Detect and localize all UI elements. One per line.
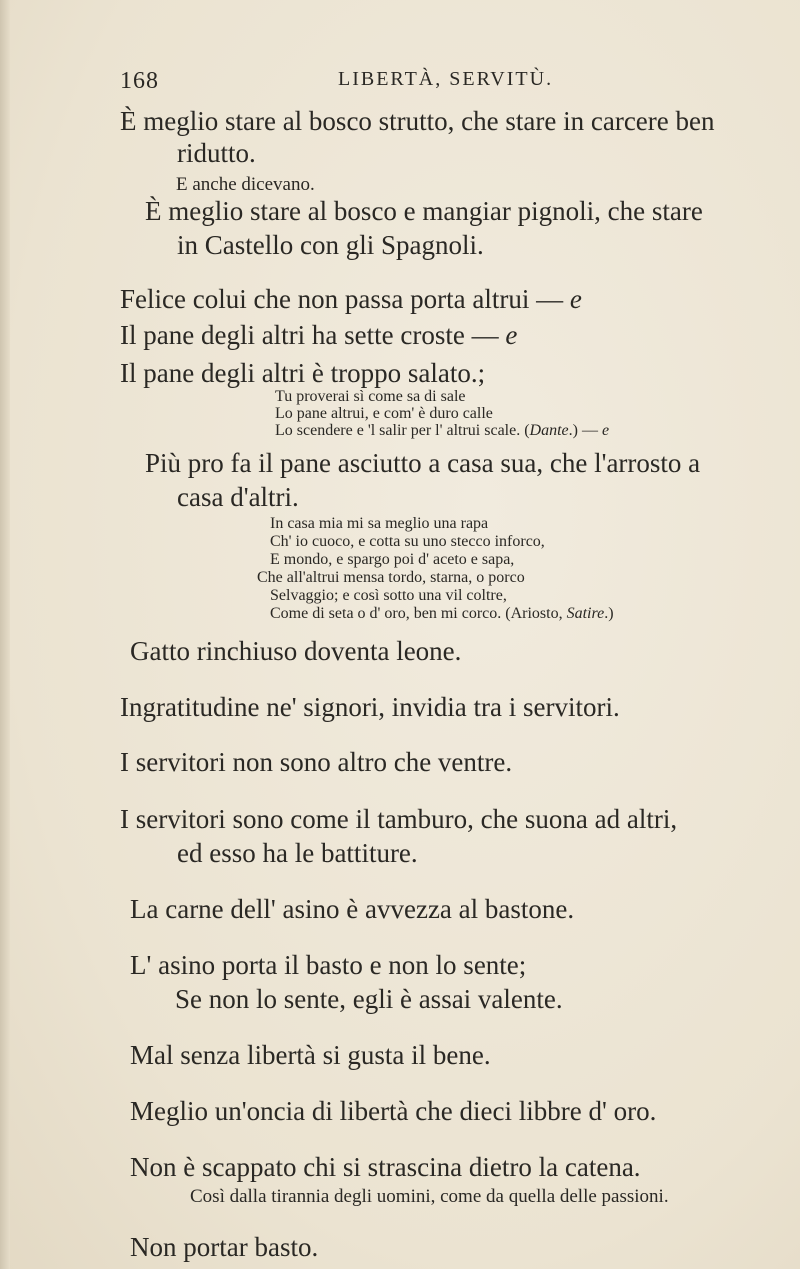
proverb-line: Non è scappato chi si strascina dietro la catena. xyxy=(130,1152,641,1182)
proverb-line: Se non lo sente, egli è assai valente. xyxy=(175,984,563,1014)
citation: Satire xyxy=(566,605,605,622)
proverb-line: Mal senza libertà si gusta il bene. xyxy=(130,1040,491,1070)
quote-line xyxy=(270,604,614,623)
proverb-line: Ingratitudine ne' signori, invidia tra i servitori. xyxy=(120,692,620,722)
running-title: LIBERTÀ, SERVITÙ. xyxy=(338,68,554,90)
conjunction: e xyxy=(601,422,610,439)
proverb-line: ridutto. xyxy=(177,138,256,168)
proverb-line xyxy=(120,318,517,352)
quote-tail: .) xyxy=(604,605,614,622)
proverb-line: I servitori sono come il tamburo, che suona ad altri, xyxy=(120,804,678,834)
proverb-line: in Castello con gli Spagnoli. xyxy=(177,230,484,260)
quote-line xyxy=(275,421,609,440)
conjunction: e xyxy=(569,284,582,314)
intro-note: E anche dicevano. xyxy=(176,174,315,195)
quote-line: Tu proverai sì come sa di sale xyxy=(275,388,466,405)
proverb-line: casa d'altri. xyxy=(177,482,299,512)
proverb-line: È meglio stare al bosco e mangiar pignoli, che stare xyxy=(145,196,703,226)
quote-tail: .) — xyxy=(568,422,598,439)
quote-text: Lo scendere e 'l salir per l' altrui scale. ( xyxy=(275,422,530,439)
page-number: 168 xyxy=(120,68,159,94)
proverb-line: È meglio stare al bosco strutto, che stare in carcere ben xyxy=(120,106,715,136)
proverb-line xyxy=(120,282,582,316)
page-gutter-shadow xyxy=(0,0,10,1269)
proverb-line: I servitori non sono altro che ventre. xyxy=(120,747,513,777)
proverb-line: Non portar basto. xyxy=(130,1232,319,1262)
proverb-line: La carne dell' asino è avvezza al bastone. xyxy=(130,894,575,924)
proverb-text: Felice colui che non passa porta altrui — xyxy=(120,284,564,314)
note-line: Così dalla tirannia degli uomini, come da quella delle passioni. xyxy=(190,1186,669,1207)
quote-line: E mondo, e spargo poi d' aceto e sapa, xyxy=(270,551,515,568)
conjunction: e xyxy=(505,320,518,350)
quote-line: Ch' io cuoco, e cotta su uno stecco inforco, xyxy=(270,533,545,550)
proverb-line: ed esso ha le battiture. xyxy=(177,838,418,868)
quote-line: In casa mia mi sa meglio una rapa xyxy=(270,515,489,532)
proverb-line: Più pro fa il pane asciutto a casa sua, che l'arrosto a xyxy=(145,448,701,478)
quote-line: Selvaggio; e così sotto una vil coltre, xyxy=(270,587,507,604)
proverb-line: L' asino porta il basto e non lo sente; xyxy=(130,950,527,980)
proverb-text: Il pane degli altri ha sette croste — xyxy=(120,320,499,350)
proverb-line: Il pane degli altri è troppo salato.; xyxy=(120,358,486,388)
quote-line: Che all'altrui mensa tordo, starna, o porco xyxy=(257,569,525,586)
citation: Dante xyxy=(529,422,569,439)
proverb-line: Gatto rinchiuso doventa leone. xyxy=(130,636,462,666)
quote-line: Lo pane altrui, e com' è duro calle xyxy=(275,405,493,422)
quote-text: Come di seta o d' oro, ben mi corco. (Ariosto, xyxy=(270,605,563,622)
proverb-line: Meglio un'oncia di libertà che dieci libbre d' oro. xyxy=(130,1096,657,1126)
